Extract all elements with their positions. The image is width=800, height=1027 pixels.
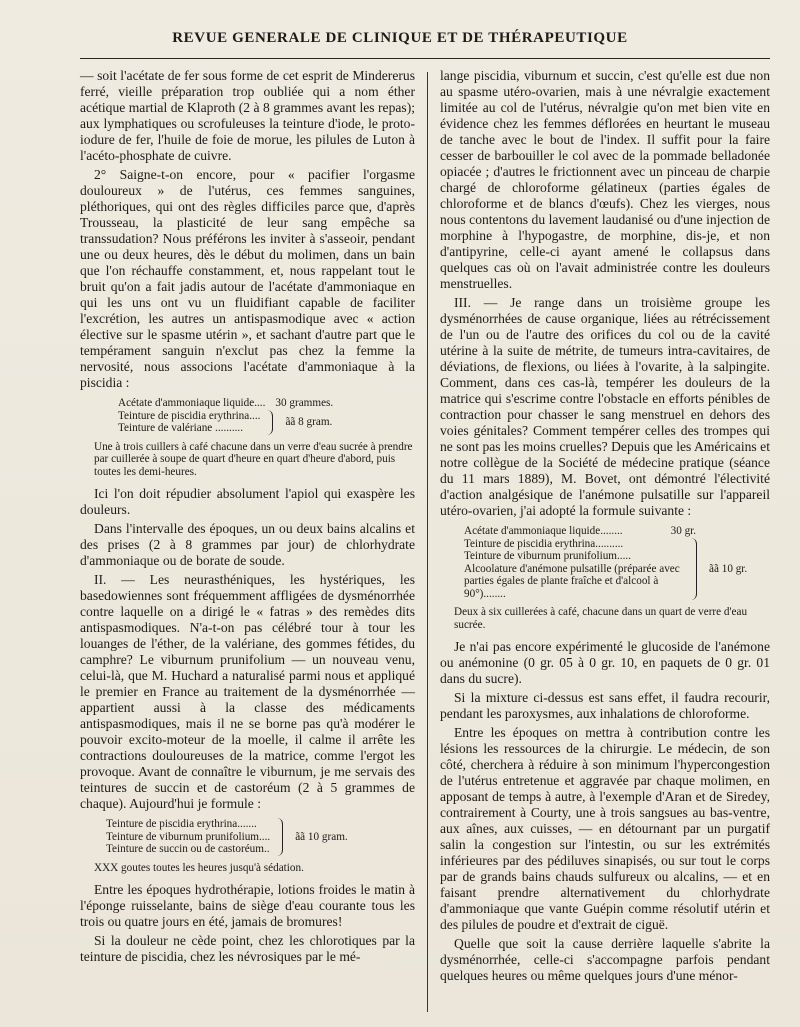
formula-quantity: ãã 10 gram. (295, 830, 348, 843)
formula-ingredient: Alcoolature d'anémone pulsatille (préparée avec parties égales de plante fraîche et d'alcool à 90°)........ (464, 562, 680, 600)
formula-ingredient: Teinture de viburnum prunifolium..... (464, 550, 631, 562)
right-column (440, 68, 770, 987)
paragraph: Dans l'intervalle des époques, un ou deux bains alcalins et des prises (2 à 8 grammes par jour) de chlorhydrate d'ammoniaque ou de borate de soude. (80, 521, 415, 568)
formula-group (106, 818, 415, 856)
column-divider (427, 72, 428, 1012)
brace (690, 538, 697, 601)
formula-ingredient: Acétate d'ammoniaque liquide........ (464, 525, 623, 537)
formula-ingredient: Teinture de valériane .......... (118, 422, 244, 434)
prescription-formula (464, 525, 770, 600)
paragraph: Entre les époques hydrothérapie, lotions froides le matin à l'éponge ruisselante, bains de siège d'eau courante tous les trois ou quatre jours en été, jamais de bromures! (80, 882, 415, 929)
formula-ingredient: Acétate d'ammoniaque liquide.... (118, 397, 266, 409)
left-column (80, 68, 415, 968)
paragraph: Entre les époques on mettra à contribution contre les lésions les ressources de la chirurgie. Le médecin, de son côté, cherchera à réduire à son minimum l'hypercongestion de l'utérus entretenue et aggravée par chaque molimen, en apposant de temps à autre, à l'exemple d'Aran et de Siredey, contrairement à Courty, une à trois sangsues au bas-ventre, aux aînes, aux cuisses, — en détournant par un purgatif salin la congestion sur l'intestin, ou sur les extrémités inférieures par des pédiluves sinapisés, ou sur tout le corps par de grands bains chauds sulfureux ou alcalins, — et en faisant prendre alternativement du chlorhydrate d'ammoniaque que vante Guépin comme résolutif utérin et des pilules de poudre et d'extrait de ciguë. (440, 725, 770, 932)
paragraph: Quelle que soit la cause derrière laquelle s'abrite la dysménorrhée, celle-ci s'accompagne parfois pendant quelques heures ou même quelques jours d'une ménor- (440, 936, 770, 983)
paragraph: Ici l'on doit répudier absolument l'apiol qui exaspère les douleurs. (80, 486, 415, 517)
formula-row (118, 397, 415, 410)
formula-ingredient: Teinture de succin ou de castoréum.. (106, 843, 270, 855)
formula-quantity: 30 grammes. (275, 397, 334, 409)
paragraph: 2° Saigne-t-on encore, pour « pacifier l'orgasme douloureux » de l'utérus, ces femmes sanguines, pléthoriques, qui ont des règles difficiles parce que, d'après Trousseau, la plasticité de leur sang empêche sa transsudation? Nous préférons les inviter à s'asseoir, pendant une ou deux heures, dès le début du molimen, dans un bain que l'on réchauffe constamment, et, nous rappelant tout le bruit qu'on a fait jadis autour de l'acétate d'ammoniaque en qui les uns ont vu un fluidifiant capable de faciliter l'excrétion, les autres un antispasmodique avec « action élective sur le spasme utérin », et sachant d'autre part que le tempérament sanguin n'exclut pas chez la femme la nervosité, nous associons l'acétate d'ammoniaque à la piscidia : (80, 167, 415, 390)
prescription-formula (106, 818, 415, 856)
paragraph: III. — Je range dans un troisième groupe les dysménorrhées de cause organique, liées au rétrécissement de l'un ou de l'autre des orifices du col ou de la cavité utérine à la suite de métrite, de tumeurs intra-cavitaires, de déviations, de flexions, ou liées à l'ovarite, à la salpingite. Comment, dans ces cas-là, tempérer les douleurs de la matrice qui s'escrime contre l'obstacle en efforts pénibles de contraction pour chasser le sang menstruel en dehors des voies génitales? Comment tempérer celles des trompes qui ne sont pas les moins cruelles? Depuis que les Américains et notre collègue de la Société de médecine pratique (séance du 11 mars 1889), M. Bovet, ont démontré l'électivité d'action analgésique de l'anémone pulsatille sur l'appareil utéro-ovarien, j'ai adopté la formule suivante : (440, 295, 770, 518)
paragraph: Je n'ai pas encore expérimenté le glucoside de l'anémone ou anémonine (0 gr. 05 à 0 gr. 10, en paquets de 0 gr. 01 dans du sucre). (440, 639, 770, 686)
prescription-formula (118, 397, 415, 435)
formula-instructions: Deux à six cuillerées à café, chacune dans un quart de verre d'eau sucrée. (454, 606, 748, 631)
formula-instructions: Une à trois cuillers à café chacune dans un verre d'eau sucrée à prendre par cuillerée à soupe de quart d'heure en quart d'heure d'abord, puis toutes les demi-heures. (94, 440, 413, 478)
formula-row (464, 525, 770, 538)
paragraph: — soit l'acétate de fer sous forme de cet esprit de Mindererus ferré, vieille préparation trop oubliée qui a nom éther acétique martial de Klaproth (2 à 8 grammes avant les repas); aux lymphatiques ou scrofuleuses la teinture d'iode, le proto-iodure de fer, l'huile de foie de morue, les pilules de Luton à l'acéto-phosphate de cuivre. (80, 68, 415, 163)
formula-quantity: ãã 10 gr. (709, 562, 748, 575)
header-rule (80, 58, 770, 59)
paragraph: Si la mixture ci-dessus est sans effet, il faudra recourir, pendant les paroxysmes, aux inhalations de chloroforme. (440, 690, 770, 721)
formula-ingredient: Teinture de piscidia erythrina.......... (464, 537, 624, 550)
paragraph: lange piscidia, viburnum et succin, c'est qu'elle est due non au spasme utéro-ovarien, mais à une névralgie exactement limitée au col de l'utérus, névralgie qu'on met bien vite en évidence chez les femmes déflorées en heurtant le museau de tanche avec le bout de l'index. Il suffit pour la faire cesser de barbouiller le col avec de la pommade belladonée opiacée ; d'autres le frictionnent avec un pinceau de charpie chargé de chloroforme gélatineux (parties égales de chloroforme et de blancs d'œufs). Chez les vierges, nous nous contentons du lavement laudanisé ou d'une injection de morphine à l'hypogastre, de morphine, dis-je, et non d'antipyrine, celle-ci ayant amené le collapsus dans quelques cas où on l'avait administrée contre les douleurs menstruelles. (440, 68, 770, 291)
brace (266, 410, 273, 435)
formula-ingredient: Teinture de viburnum prunifolium.... (106, 830, 271, 843)
formula-ingredient: Teinture de piscidia erythrina....... (106, 818, 257, 830)
paragraph: II. — Les neurasthéniques, les hystériques, les basedowiennes sont fréquemment affligées de dysménorrhée contre laquelle on a dirigé le « fatras » des remèdes dits antispasmodiques. N'a-t-on pas célébré tour à tour les louanges de l'éther, de la valériane, des gommes fétides, du camphre? Le viburnum prunifolium — un nouveau venu, celui-là, que M. Huchard a naturalisé parmi nous et appliqué le premier en France au traitement de la dysménorrhée — appartient aussi à la classe des médicaments antispasmodiques, mais il ne se borne pas qu'à modérer le pouvoir excito-moteur de la moelle, il calme il arrête les contractions douloureuses de la matrice, comme l'ergot les provoque. Avant de connaître le viburnum, je me servais des teintures de succin et de castoréum (2 à 5 grammes de chaque). Aujourd'hui je formule : (80, 572, 415, 811)
formula-quantity: ãã 8 gram. (285, 415, 333, 428)
brace (276, 818, 283, 856)
formula-group (464, 538, 770, 601)
running-header: REVUE GENERALE DE CLINIQUE ET DE THÉRAPEUTIQUE (172, 30, 628, 46)
paragraph: Si la douleur ne cède point, chez les chlorotiques par la teinture de piscidia, chez les névrosiques par le mé- (80, 933, 415, 964)
formula-quantity: 30 gr. (670, 525, 697, 537)
formula-instructions: XXX goutes toutes les heures jusqu'à sédation. (94, 861, 304, 874)
formula-ingredient: Teinture de piscidia erythrina.... (118, 409, 261, 422)
formula-group (118, 410, 415, 435)
